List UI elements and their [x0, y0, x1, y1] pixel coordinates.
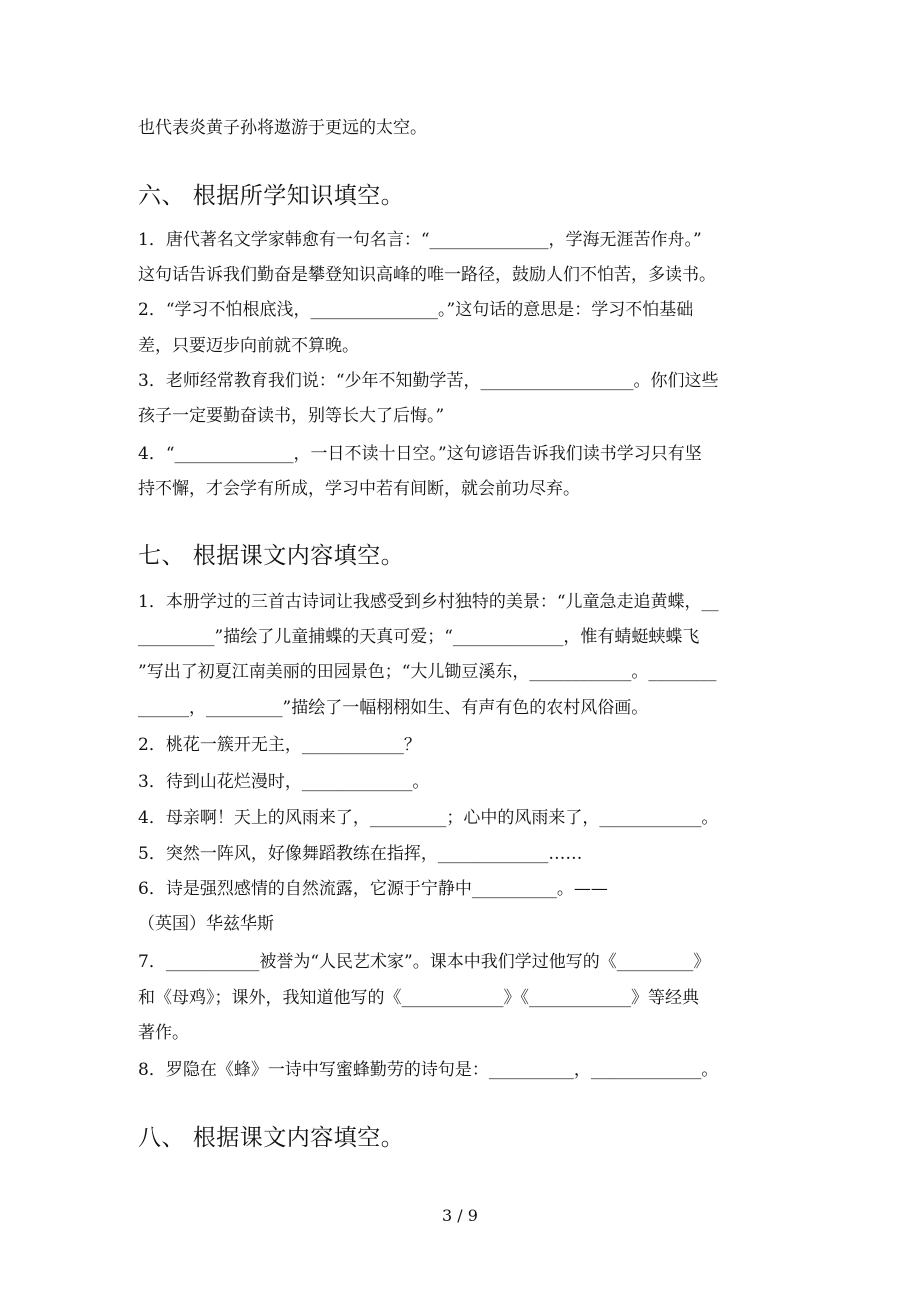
- section-7-line-11: 7．___________被誉为“人民艺术家”。课本中我们学过他写的《_________》: [138, 952, 711, 972]
- section-7-line-10: （英国）华兹华斯: [138, 914, 274, 934]
- section-7-line-12: 和《母鸡》；课外，我知道他写的《____________》《____________》等经典: [138, 988, 699, 1008]
- section-7-heading: 七、 根据课文内容填空。: [138, 543, 405, 569]
- section-7-line-9: 6．诗是强烈感情的自然流露，它源于宁静中__________。——: [138, 879, 608, 899]
- section-6-line-4: 差，只要迈步向前就不算晚。: [138, 336, 359, 356]
- section-7-line-8: 5．突然一阵风，好像舞蹈教练在指挥，_____________……: [138, 844, 583, 864]
- section-7-line-5: 2．桃花一簇开无主，____________？: [138, 735, 421, 755]
- section-7-line-6: 3．待到山花烂漫时，_____________。: [138, 772, 430, 792]
- section-7-line-7: 4．母亲啊！天上的风雨来了，_________；心中的风雨来了，____________。: [138, 808, 719, 828]
- section-7-line-1: 1．本册学过的三首古诗词让我感受到乡村独特的美景：“儿童急走追黄蝶，__: [138, 592, 719, 612]
- section-6-line-8: 持不懈，才会学有所成，学习中若有间断，就会前功尽弃。: [138, 479, 580, 499]
- section-7-line-2: _________”描绘了儿童捕蝶的天真可爱；“_____________，惟有蜻蜓蛱蝶飞: [138, 627, 700, 647]
- section-6-line-2: 这句话告诉我们勤奋是攀登知识高峰的唯一路径，鼓励人们不怕苦，多读书。: [138, 265, 716, 285]
- section-8-heading: 八、 根据课文内容填空。: [138, 1125, 405, 1151]
- section-6-line-6: 孩子一定要勤奋读书，别等长大了后悔。”: [138, 406, 445, 426]
- section-6-line-7: 4．“______________，一日不读十日空。”这句谚语告诉我们读书学习只有坚: [138, 444, 702, 464]
- section-6-line-1: 1．唐代著名文学家韩愈有一句名言：“______________，学海无涯苦作舟。”: [138, 230, 702, 250]
- section-7-line-4: ______，_________”描绘了一幅栩栩如生、有声有色的农村风俗画。: [138, 698, 649, 718]
- section-7-line-3: ”写出了初夏江南美丽的田园景色；“大儿锄豆溪东，____________。________: [138, 662, 717, 682]
- section-7-line-14: 8．罗隐在《蜂》一诗中写蜜蜂勤劳的诗句是：__________，_____________。: [138, 1060, 719, 1080]
- section-7-line-13: 著作。: [138, 1023, 189, 1043]
- section-6-line-5: 3．老师经常教育我们说：“少年不知勤学苦，__________________。你们这些: [138, 371, 719, 391]
- section-6-heading: 六、 根据所学知识填空。: [138, 183, 405, 209]
- section-6-line-3: 2．“学习不怕根底浅，_______________。”这句话的意思是：学习不怕基础: [138, 300, 694, 320]
- intro-line: 也代表炎黄子孙将遨游于更远的太空。: [138, 118, 427, 138]
- page-number: 3 / 9: [442, 1206, 478, 1225]
